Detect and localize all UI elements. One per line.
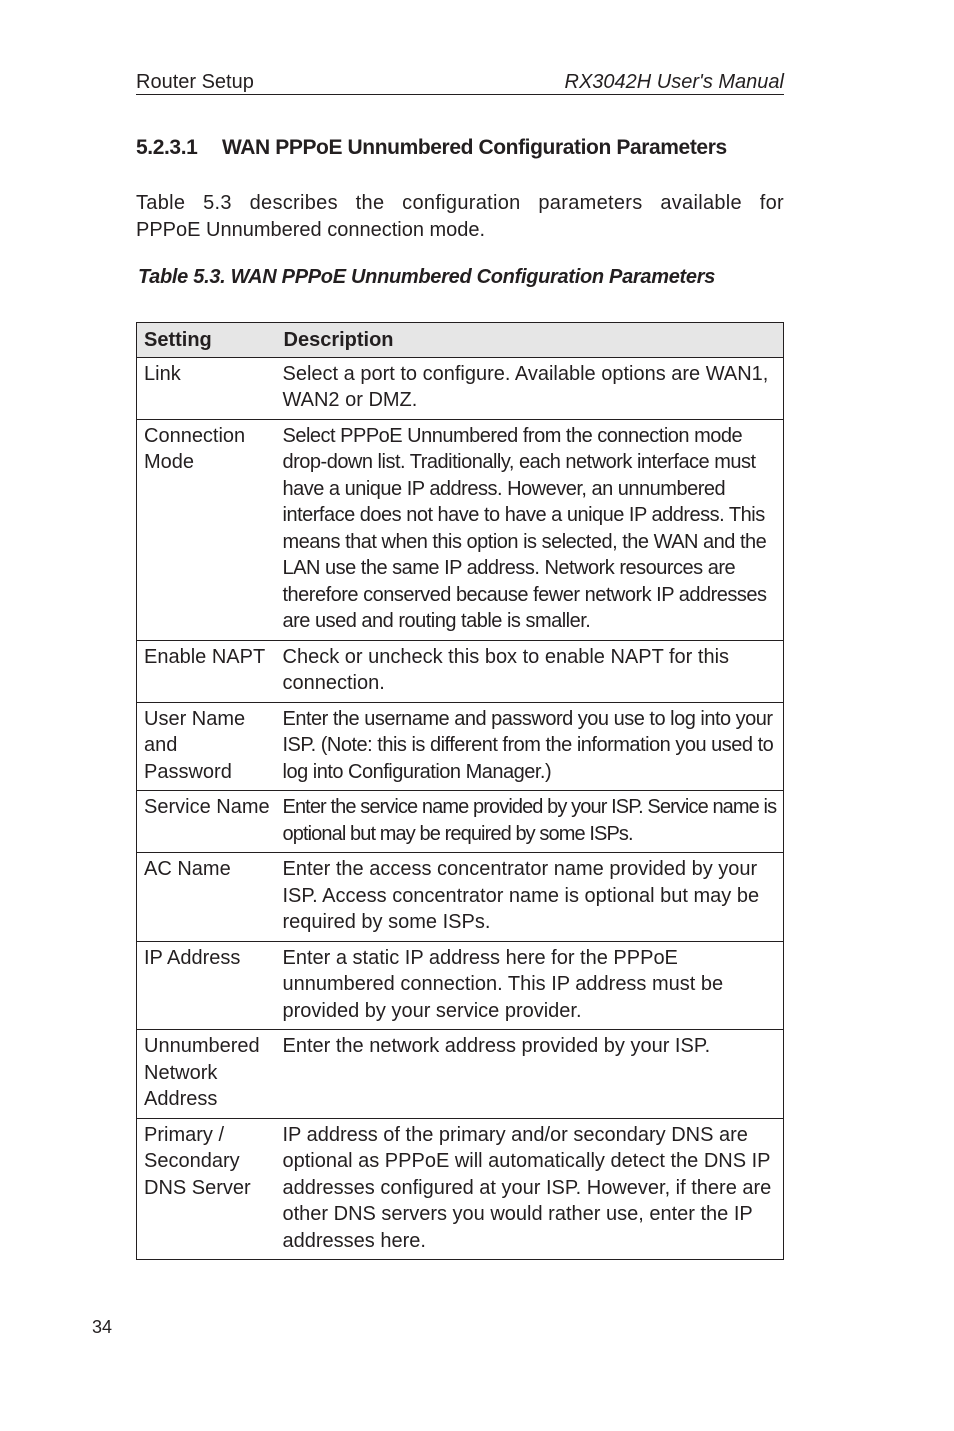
description-cell: Enter the network address provided by your ISP. [277, 1030, 784, 1119]
table-row [137, 1118, 784, 1260]
table-row [137, 1030, 784, 1119]
setting-cell: Primary / Secondary DNS Server [137, 1118, 277, 1260]
intro-paragraph [136, 190, 784, 244]
running-header [136, 70, 784, 95]
setting-cell: IP Address [137, 941, 277, 1030]
section-heading [136, 134, 784, 162]
header-chapter-title: Router Setup [136, 71, 254, 93]
setting-cell: Connection Mode [137, 419, 277, 640]
table-row [137, 419, 784, 640]
setting-cell: Enable NAPT [137, 640, 277, 702]
table-caption: Table 5.3. WAN PPPoE Unnumbered Configuration Parameters [138, 266, 716, 288]
table-row [137, 853, 784, 942]
description-cell: Enter a static IP address here for the PPPoE unnumbered connection. This IP address must be provided by your service provider. [277, 941, 784, 1030]
setting-cell: Link [137, 357, 277, 419]
section-title: WAN PPPoE Unnumbered Configuration Parameters [222, 136, 727, 159]
description-cell: Select a port to configure. Available options are WAN1, WAN2 or DMZ. [277, 357, 784, 419]
table-row [137, 357, 784, 419]
page-number: 34 [92, 1317, 113, 1337]
column-header-setting: Setting [137, 323, 277, 358]
header-manual-title: RX3042H User's Manual [564, 71, 784, 93]
table-row [137, 640, 784, 702]
description-cell: Select PPPoE Unnumbered from the connection mode drop-down list. Traditionally, each network interface must have a unique IP address. However, an unnumbered interface does not have to have a unique IP address. This means that when this option is selected, the WAN and the LAN use the same IP address. Network resources are therefore conserved because fewer network IP addresses are used and routing table is smaller. [277, 419, 784, 640]
description-cell: IP address of the primary and/or secondary DNS are optional as PPPoE will automatically detect the DNS IP addresses configured at your ISP. However, if there are other DNS servers you would rather use, enter the IP addresses here. [277, 1118, 784, 1260]
setting-cell: Unnumbered Network Address [137, 1030, 277, 1119]
table-row [137, 941, 784, 1030]
description-cell: Check or uncheck this box to enable NAPT for this connection. [277, 640, 784, 702]
intro-line-2: PPPoE Unnumbered connection mode. [136, 219, 486, 241]
table-header-row [137, 323, 784, 358]
description-cell: Enter the service name provided by your ISP. Service name is optional but may be required by some ISPs. [277, 791, 784, 853]
setting-cell: AC Name [137, 853, 277, 942]
table-row [137, 791, 784, 853]
description-cell: Enter the username and password you use to log into your ISP. (Note: this is different from the information you used to log into Configuration Manager.) [277, 702, 784, 791]
section-number: 5.2.3.1 [136, 136, 198, 159]
description-cell: Enter the access concentrator name provided by your ISP. Access concentrator name is optional but may be required by some ISPs. [277, 853, 784, 942]
parameters-table [136, 322, 784, 1260]
intro-line-1: Table 5.3 describes the configuration parameters available for [136, 192, 784, 214]
setting-cell: Service Name [137, 791, 277, 853]
table-row [137, 702, 784, 791]
column-header-description: Description [277, 323, 784, 358]
setting-cell: User Name and Password [137, 702, 277, 791]
